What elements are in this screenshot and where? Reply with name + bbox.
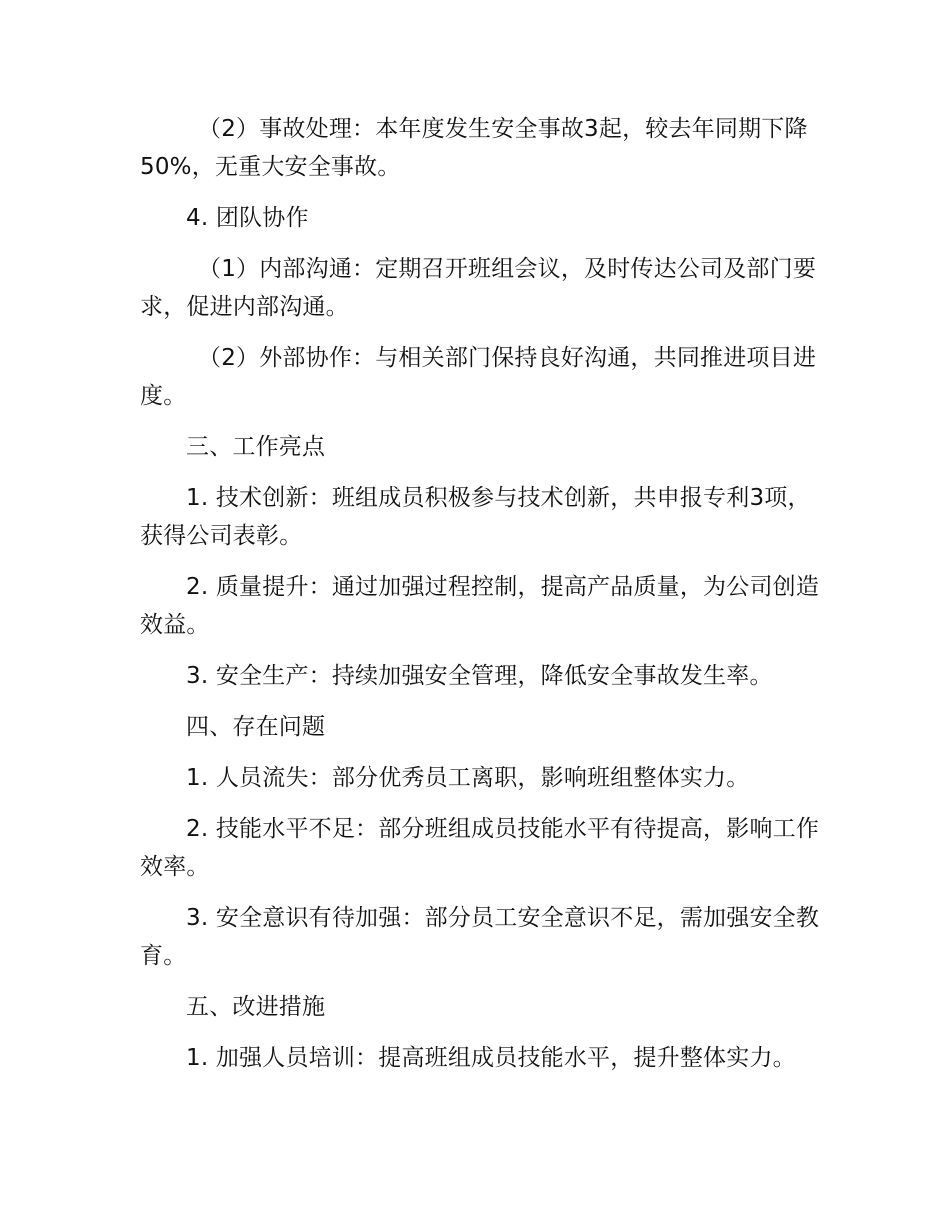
paragraph-internal-communication: （1）内部沟通：定期召开班组会议，及时传达公司及部门要求，促进内部沟通。 <box>140 256 817 320</box>
paragraph-staff-training: 1. 加强人员培训：提高班组成员技能水平，提升整体实力。 <box>186 1045 796 1071</box>
paragraph-accident-handling: （2）事故处理：本年度发生安全事故3起，较去年同期下降50%，无重大安全事故。 <box>140 116 808 180</box>
paragraph-tech-innovation: 1. 技术创新：班组成员积极参与技术创新，共申报专利3项，获得公司表彰。 <box>140 485 811 549</box>
section-heading-highlights: 三、工作亮点 <box>186 434 326 460</box>
section-heading-problems: 四、存在问题 <box>186 714 326 740</box>
paragraph-staff-turnover: 1. 人员流失：部分优秀员工离职，影响班组整体实力。 <box>186 765 750 791</box>
paragraph-skill-gap: 2. 技能水平不足：部分班组成员技能水平有待提高，影响工作效率。 <box>140 816 820 880</box>
paragraph-safety-production: 3. 安全生产：持续加强安全管理，降低安全事故发生率。 <box>186 663 773 689</box>
section-heading-teamwork: 4. 团队协作 <box>186 205 309 231</box>
paragraph-external-collaboration: （2）外部协作：与相关部门保持良好沟通，共同推进项目进度。 <box>140 345 817 409</box>
paragraph-quality-improvement: 2. 质量提升：通过加强过程控制，提高产品质量，为公司创造效益。 <box>140 574 820 638</box>
section-heading-improvements: 五、改进措施 <box>186 994 326 1020</box>
paragraph-safety-awareness: 3. 安全意识有待加强：部分员工安全意识不足，需加强安全教育。 <box>140 905 820 969</box>
